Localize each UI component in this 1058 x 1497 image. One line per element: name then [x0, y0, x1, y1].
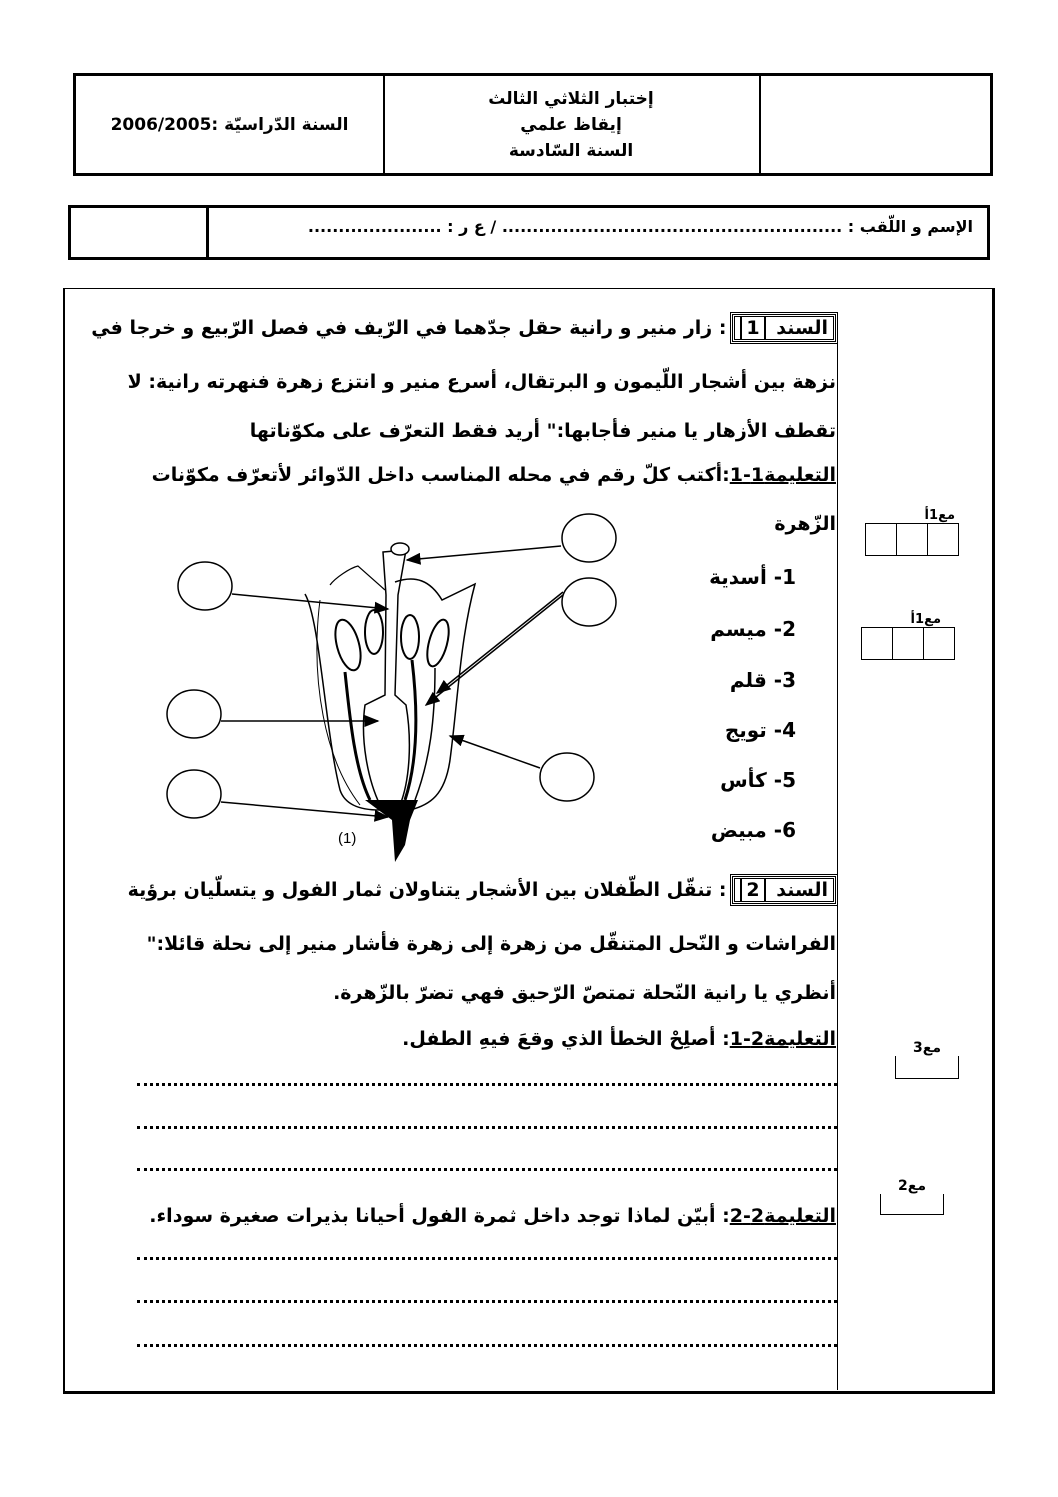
- anther: [365, 610, 383, 654]
- grade-cell[interactable]: [897, 524, 928, 555]
- sanad2-text: : تنقّل الطّفلان بين الأشجار يتناولان ثمار الفول و يتسلّيان برؤية: [127, 879, 727, 901]
- mark-cell: [71, 208, 209, 257]
- grade-box-2: [861, 612, 955, 660]
- flower-part-item: 3- قلم: [729, 668, 796, 692]
- answer-line[interactable]: [137, 1168, 837, 1171]
- flower-part-item: 4- تويج: [724, 718, 796, 742]
- pointer-arrow: [437, 592, 563, 693]
- pointer-arrow: [221, 802, 388, 817]
- label-circle[interactable]: [540, 753, 594, 801]
- instruction-text: : أبيّن لماذا توجد داخل ثمرة الفول أحيانا بذيرات صغيرة سوداء.: [149, 1205, 730, 1227]
- sanad-label: السند: [776, 317, 828, 339]
- header-table: [73, 73, 993, 176]
- grade-cells: [865, 523, 959, 556]
- answer-line[interactable]: [137, 1344, 837, 1347]
- grade-cell[interactable]: [928, 524, 958, 555]
- grade-box-1: [865, 508, 959, 556]
- school-year: السنة الدّراسيّة :2006/2005: [76, 76, 385, 173]
- answer-line[interactable]: [137, 1083, 837, 1086]
- grade-cell[interactable]: [862, 628, 893, 659]
- student-name-field[interactable]: الإسم و اللّقب : ........................................................ / ع ر : ......................: [307, 217, 973, 236]
- grade-label: مع1أ: [924, 508, 955, 523]
- pointer-arrow: [450, 736, 540, 768]
- grade-bracket[interactable]: [895, 1056, 959, 1079]
- flower-part-item: 2- ميسم: [710, 617, 796, 641]
- sanad-label: السند: [776, 879, 828, 901]
- petal-outline: [330, 566, 385, 590]
- instruction-label: التعليمة1-1: [729, 464, 836, 486]
- filament: [415, 668, 435, 800]
- answer-line[interactable]: [137, 1300, 837, 1303]
- grade-box-4: [880, 1178, 944, 1215]
- anther: [331, 617, 366, 673]
- exam-title-line: إيقاظ علمي: [520, 114, 622, 135]
- answer-line[interactable]: [137, 1257, 837, 1260]
- grade-bracket[interactable]: [880, 1194, 944, 1215]
- grade-label: مع1أ: [910, 612, 941, 627]
- flower-part-item: 5- كأس: [720, 768, 796, 792]
- filament: [345, 672, 370, 800]
- grade-cells: [861, 627, 955, 660]
- grade-label: مع3: [913, 1040, 941, 1056]
- stigma: [391, 543, 409, 555]
- grade-label: مع2: [898, 1178, 926, 1194]
- flower-part-item: 1- أسدية: [709, 565, 796, 589]
- label-circle[interactable]: [167, 770, 221, 818]
- grade-box-3: [895, 1040, 959, 1079]
- sanad2-text-line: أنظري يا رانية النّحلة تمتصّ الرّحيق فهي تضرّ بالزّهرة.: [333, 982, 836, 1004]
- instruction-text: : أصلِحْ الخطأ الذي وقعَ فيهِ الطفل.: [402, 1028, 730, 1050]
- flower-diagram: [160, 500, 640, 870]
- grade-cell[interactable]: [924, 628, 954, 659]
- grade-cell[interactable]: [893, 628, 924, 659]
- label-circle[interactable]: [167, 690, 221, 738]
- answer-line[interactable]: [137, 1126, 837, 1129]
- exam-title-line: إختبار الثلاثي الثالث: [488, 88, 654, 109]
- label-circle[interactable]: [562, 578, 616, 626]
- label-circle[interactable]: [178, 562, 232, 610]
- exam-title-line: السنة السّادسة: [508, 140, 634, 161]
- sanad2-line: [128, 876, 836, 904]
- student-info-row: [68, 205, 990, 260]
- flower-part-item: 6- مبيض: [710, 818, 796, 842]
- anther: [423, 617, 453, 668]
- sanad-number: 1: [740, 317, 765, 339]
- pointer-arrow: [426, 595, 563, 705]
- instruction-text: :أكتب كلّ رقم في محله المناسب داخل الدّوائر لأتعرّف مكوّنات: [151, 464, 730, 486]
- sanad-number: 2: [740, 879, 765, 901]
- sanad2-badge: [732, 876, 836, 904]
- instruction-1-1: [152, 464, 836, 486]
- grading-column-divider: [837, 330, 838, 1390]
- pistil: [363, 550, 409, 805]
- instruction-label: التعليمة2-2: [729, 1205, 836, 1227]
- label-circle[interactable]: [562, 514, 616, 562]
- sanad1-line: [91, 314, 836, 342]
- sanad1-text: : زار منير و رانية حقل جدّهما في الرّيف في فصل الرّبيع و خرجا في: [91, 317, 727, 339]
- instruction-2-2: [149, 1205, 836, 1227]
- instruction-label: التعليمة2-1: [729, 1028, 836, 1050]
- exam-title: [383, 76, 761, 173]
- instruction-2-1: [402, 1028, 836, 1050]
- sanad1-text-line: تقطف الأزهار يا منير فأجابها:" أريد فقط التعرّف على مكوّناتها: [249, 420, 836, 442]
- pointer-arrow: [407, 546, 561, 560]
- anther: [401, 615, 419, 659]
- figure-caption: (1): [338, 830, 357, 847]
- calyx-outline: [305, 579, 475, 810]
- instruction-1-1-continuation: الزّهرة: [774, 513, 836, 535]
- sanad2-text-line: الفراشات و النّحل المتنقّل من زهرة إلى زهرة فأشار منير إلى نحلة قائلا:": [146, 933, 836, 955]
- header-empty-cell: [759, 76, 990, 173]
- sanad1-badge: [732, 314, 836, 342]
- sanad1-text-line: نزهة بين أشجار اللّيمون و البرتقال، أسرع منير و انتزع زهرة فنهرته رانية: لا: [127, 371, 836, 393]
- grade-cell[interactable]: [866, 524, 897, 555]
